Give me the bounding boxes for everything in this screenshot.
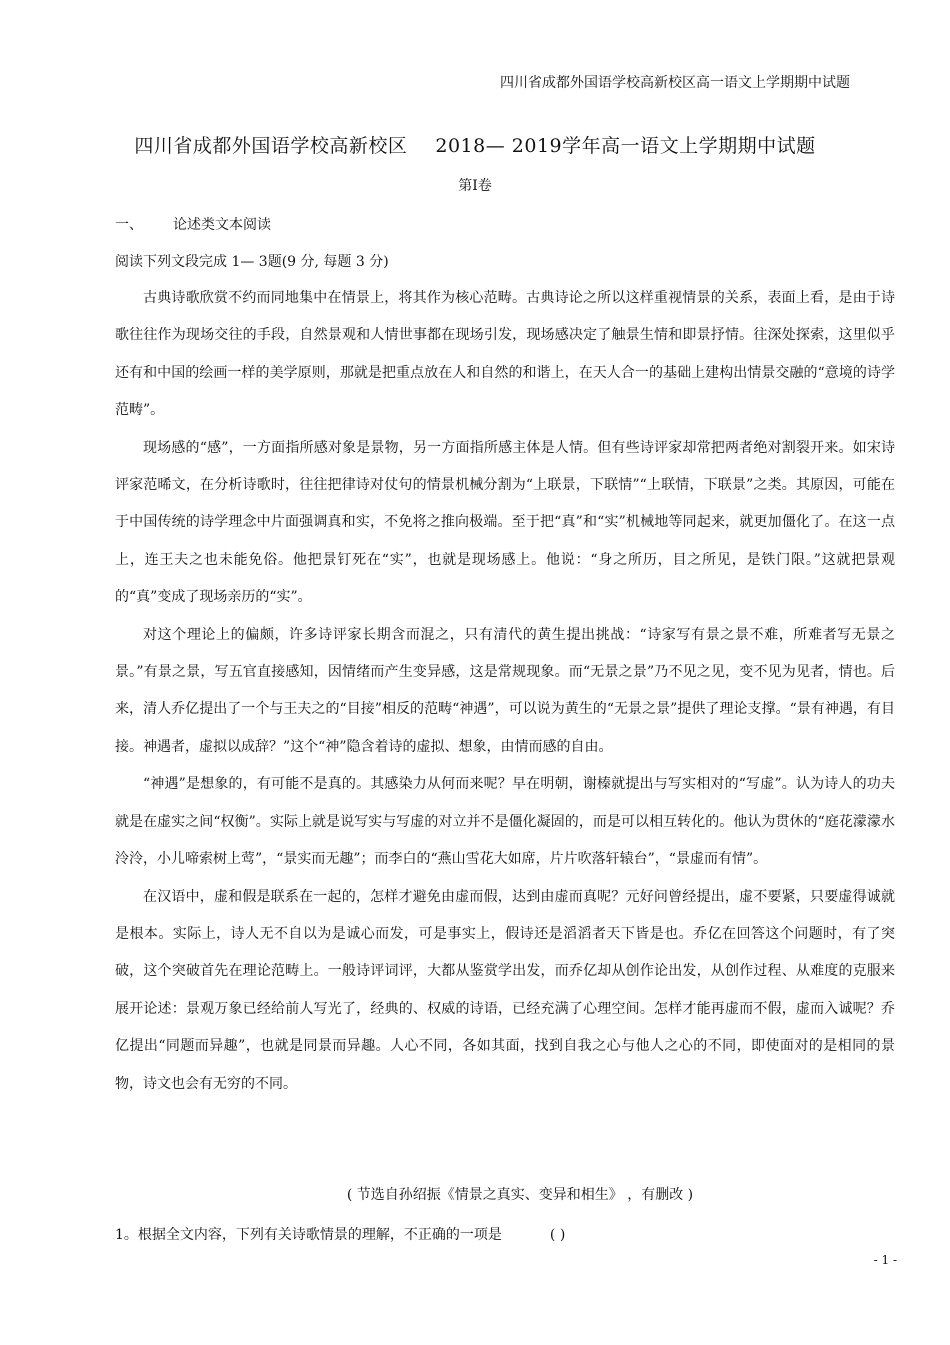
question-1 xyxy=(115,1224,565,1244)
paragraph: “神遇”是想象的，有可能不是真的。其感染力从何而来呢？早在明朝，谢榛就提出与写实相对的“写虚”。认为诗人的功夫就是在虚实之间“权衡”。实际上就是说写实与写虚的对立并不是僵化凝固的，而是可以相互转化的。他认为贯休的“庭花濛濛水泠泠，小儿啼索树上莺”，“景实而无趣”；而李白的“燕山雪花大如席，片片吹落轩辕台”，“景虚而有情”。 xyxy=(115,776,895,868)
section-number: 一、 xyxy=(115,217,143,233)
paragraph: 古典诗歌欣赏不约而同地集中在情景上，将其作为核心范畴。古典诗论之所以这样重视情景的关系，表面上看，是由于诗歌往往作为现场交往的手段，自然景观和人情世事都在现场引发，现场感决定了触景生情和即景抒情。往深处探索，这里似乎还有和中国的绘画一样的美学原则，那就是把重点放在人和自然的和谐上，在天人合一的基础上建构出情景交融的“意境的诗学范畴”。 xyxy=(115,290,895,419)
paragraph: 对这个理论上的偏颇，许多诗评家长期含而混之，只有清代的黄生提出挑战：“诗家写有景之景不难，所难者写无景之景。”有景之景，写五官直接感知，因情绪而产生变异感，这是常规现象。而“无景之景”乃不见之见，变不见为见者，情也。后来，清人乔亿提出了一个与王夫之的“目接”相反的范畴“神遇”，可以说为黄生的“无景之景”提供了理论支撑。“景有神遇，有目接。神遇者，虚拟以成辞？”这个“神”隐含着诗的虚拟、想象，由情而感的自由。 xyxy=(115,626,895,755)
question-text: 1。根据全文内容，下列有关诗歌情景的理解，不正确的一项是 xyxy=(115,1227,502,1243)
section-name: 论述类文本阅读 xyxy=(173,217,271,233)
section-heading xyxy=(115,214,271,234)
paragraph: 在汉语中，虚和假是联系在一起的，怎样才避免由虚而假，达到由虚而真呢？元好问曾经提出，虚不要紧，只要虚得诚就是根本。实际上，诗人无不自以为是诚心而发，可是事实上，假诗还是滔滔者天下皆是也。乔亿在回答这个问题时，有了突破，这个突破首先在理论范畴上。一般诗评词评，大都从鉴赏学出发，而乔亿却从创作论出发，从创作过程、从难度的克服来展开论述：景观万象已经给前人写光了，经典的、权威的诗语，已经充满了心理空间。怎样才能再虚而不假，虚而入诚呢？乔亿提出“同题而异趣”，也就是同景而异趣。人心不同，各如其面，找到自我之心与他人之心的不同，即使面对的是相同的景物，诗文也会有无穷的不同。 xyxy=(115,888,895,1092)
reading-instruction: 阅读下列文段完成 1— 3题(9 分, 每题 3 分) xyxy=(115,254,389,270)
answer-blank: ( ) xyxy=(549,1227,566,1243)
title-school: 四川省成都外国语学校高新校区 xyxy=(134,135,408,157)
volume-label: 第Ⅰ卷 xyxy=(458,178,492,194)
passage xyxy=(115,280,895,1103)
exam-title xyxy=(0,131,950,158)
paragraph: 现场感的“感”，一方面指所感对象是景物，另一方面指所感主体是人情。但有些诗评家却常把两者绝对割裂开来。如宋诗评家范晞文，在分析诗歌时，往往把律诗对仗句的情景机械分割为“上联景，下联情”“上联情，下联景”之类。其原因，可能在于中国传统的诗学理念中片面强调真和实，不免将之推向极端。至于把“真”和“实”机械地等同起来，就更加僵化了。在这一点上，连王夫之也未能免俗。他把景钉死在“实”，也就是现场感上。他说：“身之所历，目之所见，是铁门限。”这就把景观的“真”变成了现场亲历的“实”。 xyxy=(115,439,895,606)
running-header: 四川省成都外国语学校高新校区高一语文上学期期中试题 xyxy=(500,75,850,91)
title-exam: 2018— 2019学年高一语文上学期期中试题 xyxy=(435,135,816,157)
source-citation: ( 节选自孙绍振《情景之真实、变异和相生》 ，有删改 ) xyxy=(346,1187,694,1203)
page-number: - 1 - xyxy=(873,1253,897,1267)
